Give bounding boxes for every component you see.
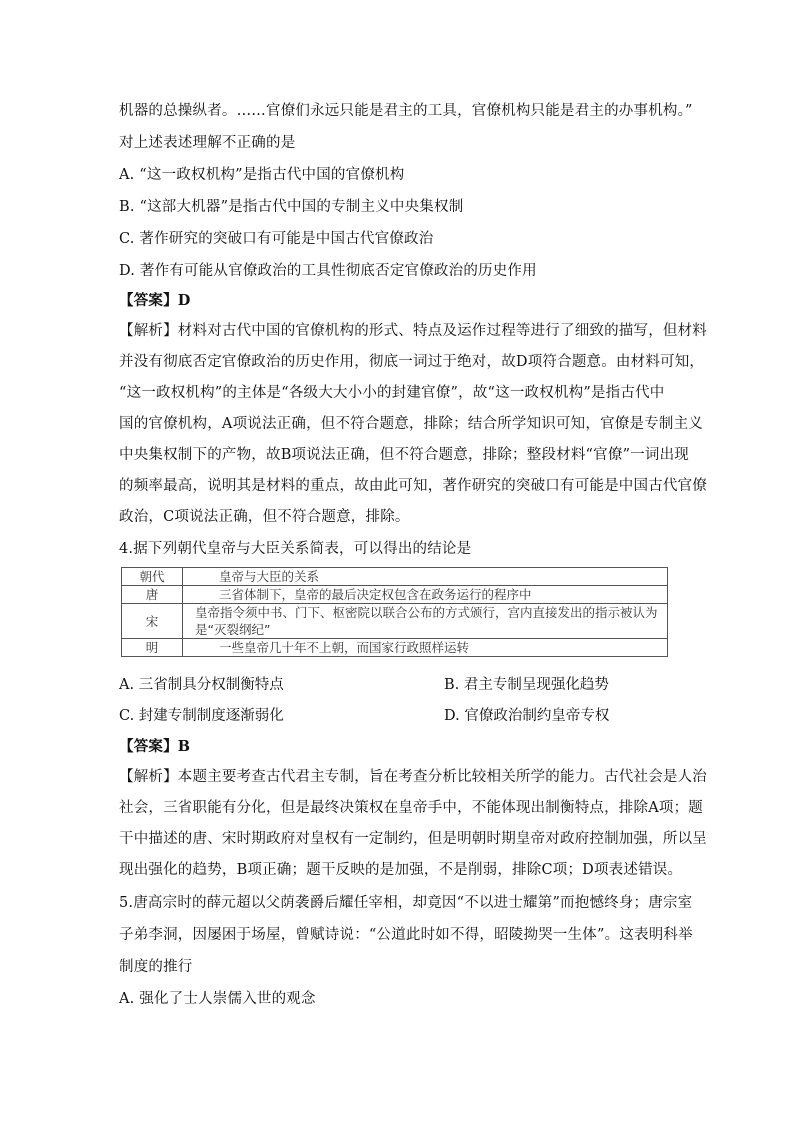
question-5-stem: 子弟李洞，因屡困于场屋，曾赋诗说：“公道此时如不得，昭陵拗哭一生体”。这表明科举 <box>119 927 693 943</box>
table-header-row <box>122 568 668 586</box>
table-cell: 皇帝与大臣的关系 <box>183 568 668 586</box>
analysis-line: “这一政权机构”的主体是“各级大大小小的封建官僚”，故“这一政权机构”是指古代中 <box>119 385 665 401</box>
option-c: C. 著作研究的突破口有可能是中国古代官僚政治 <box>119 231 434 247</box>
option-b: B. 君主专制呈现强化趋势 <box>444 677 609 693</box>
relation-table <box>121 567 668 657</box>
question-5-stem: 制度的推行 <box>119 959 193 975</box>
answer-label: 【答案】B <box>119 738 191 755</box>
option-d: D. 官僚政治制约皇帝专权 <box>444 708 610 724</box>
option-a: A. 三省制具分权制衡特点 <box>119 677 284 693</box>
analysis-line: 政治，C项说法正确，但不符合题意，排除。 <box>119 509 410 525</box>
analysis-line: 并没有彻底否定官僚政治的历史作用，彻底一词过于绝对，故D项符合题意。由材料可知， <box>119 354 705 370</box>
option-a: A. 强化了士人崇儒入世的观念 <box>119 991 316 1007</box>
table-cell: 宋 <box>122 604 183 639</box>
option-b: B. “这部大机器”是指古代中国的专制主义中央集权制 <box>119 199 464 215</box>
question-prompt: 对上述表述理解不正确的是 <box>119 135 296 151</box>
analysis-line: 现出强化的趋势，B项正确；题干反映的是加强，不是削弱，排除C项；D项表述错误。 <box>119 862 683 878</box>
table-row <box>122 639 668 657</box>
table-row <box>122 604 668 639</box>
table-cell: 皇帝指令须中书、门下、枢密院以联合公布的方式颁行，宫内直接发出的指示被认为是“灭裂纲纪” <box>183 604 668 639</box>
table-row <box>122 586 668 604</box>
table-cell: 明 <box>122 639 183 657</box>
question-4-stem: 4.据下列朝代皇帝与大臣关系简表，可以得出的结论是 <box>119 541 472 557</box>
table-cell: 一些皇帝几十年不上朝，而国家行政照样运转 <box>183 639 668 657</box>
question-5-stem: 5.唐高宗时的薛元超以父荫袭爵后耀任宰相，却竟因“不以进士耀第”而抱憾终身；唐宗室 <box>119 895 693 911</box>
option-d: D. 著作有可能从官僚政治的工具性彻底否定官僚政治的历史作用 <box>119 263 537 279</box>
table-cell: 三省体制下，皇帝的最后决定权包含在政务运行的程序中 <box>183 586 668 604</box>
table-cell: 朝代 <box>122 568 183 586</box>
table-cell: 唐 <box>122 586 183 604</box>
analysis-line: 【解析】本题主要考查古代君主专制，旨在考查分析比较相关所学的能力。古代社会是人治 <box>119 769 707 785</box>
option-c: C. 封建专制制度逐渐弱化 <box>119 708 284 724</box>
analysis-line: 的频率最高，说明其是材料的重点，故由此可知，著作研究的突破口有可能是中国古代官僚 <box>119 478 707 494</box>
answer-label: 【答案】D <box>119 292 191 309</box>
analysis-line: 社会，三省职能有分化，但是最终决策权在皇帝手中，不能体现出制衡特点，排除A项；题 <box>119 800 703 816</box>
option-a: A. “这一政权机构”是指古代中国的官僚机构 <box>119 167 405 183</box>
analysis-line: 国的官僚机构，A项说法正确，但不符合题意，排除；结合所学知识可知，官僚是专制主义 <box>119 416 703 432</box>
analysis-line: 中央集权制下的产物，故B项说法正确，但不符合题意，排除；整段材料“官僚”一词出现 <box>119 447 689 463</box>
analysis-line: 【解析】材料对古代中国的官僚机构的形式、特点及运作过程等进行了细致的描写，但材料 <box>119 323 707 339</box>
analysis-line: 干中描述的唐、宋时期政府对皇权有一定制约，但是明朝时期皇帝对政府控制加强，所以呈 <box>119 831 707 847</box>
text-line: 机器的总操纵者。……官僚们永远只能是君主的工具，官僚机构只能是君主的办事机构。” <box>119 103 693 119</box>
